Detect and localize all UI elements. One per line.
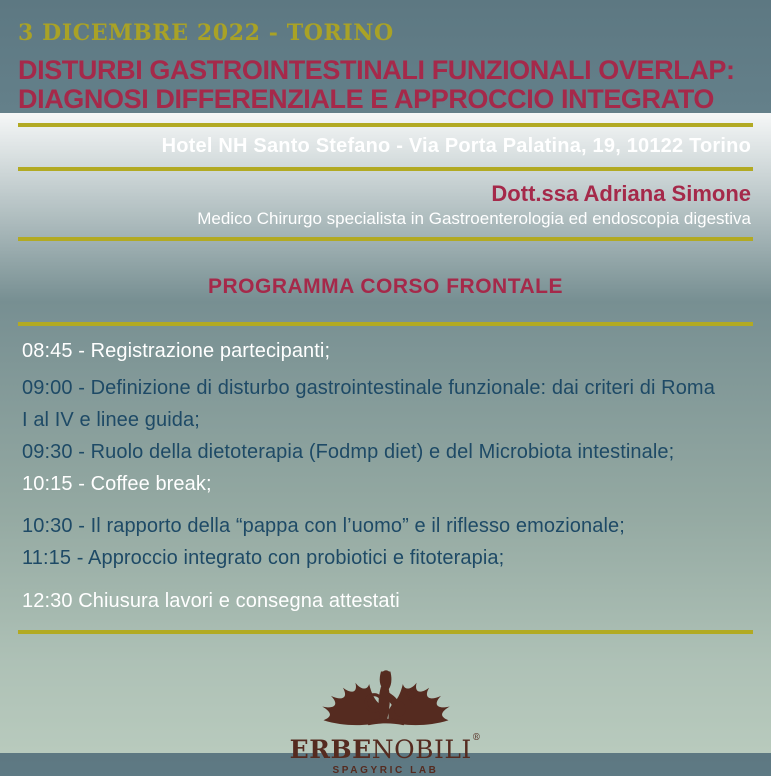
- program-schedule: [0, 326, 738, 617]
- program-heading: PROGRAMMA CORSO FRONTALE: [208, 275, 563, 299]
- divider-under-speaker: [18, 237, 753, 241]
- program-item: 08:45 - Registrazione partecipanti;: [22, 340, 331, 363]
- divider-above-footer: [18, 630, 753, 634]
- brand-name-secondary: NOBILI: [371, 735, 472, 765]
- program-item: 11:15 - Approccio integrato con probiotici e fitoterapia;: [22, 547, 505, 570]
- brand-tagline: SPAGYRIC LAB: [332, 765, 439, 776]
- event-title: [0, 56, 771, 123]
- venue-address: Hotel NH Santo Stefano - Via Porta Palatina, 19, 10122 Torino: [161, 134, 751, 157]
- speaker-block: [0, 171, 771, 237]
- event-title-line-2: DIAGNOSI DIFFERENZIALE E APPROCCIO INTEGRATO: [18, 83, 714, 114]
- brand-wordmark: [289, 733, 482, 765]
- brand-name-primary: ERBE: [289, 735, 372, 765]
- footer-brand: [0, 666, 771, 776]
- speaker-name: Dott.ssa Adriana Simone: [491, 180, 751, 206]
- event-title-line-1: DISTURBI GASTROINTESTINALI FUNZIONALI OVERLAP:: [18, 55, 735, 85]
- alchemist-with-flames-icon: [311, 666, 461, 732]
- program-item: 09:30 - Ruolo della dietoterapia (Fodmp diet) e del Microbiota intestinale;: [22, 441, 675, 464]
- event-date-location: 3 DICEMBRE 2022 - TORINO: [18, 20, 394, 46]
- program-item: 10:30 - Il rapporto della “pappa con l’uomo” e il riflesso emozionale;: [22, 515, 625, 538]
- program-item: 12:30 Chiusura lavori e consegna attestati: [22, 590, 400, 613]
- speaker-qualification: Medico Chirurgo specialista in Gastroenterologia ed endoscopia digestiva: [197, 209, 751, 229]
- registered-trademark-icon: ®: [471, 733, 482, 744]
- program-item: 09:00 - Definizione di disturbo gastrointestinale funzionale: dai criteri di Roma I al IV e linee guida;: [22, 377, 715, 432]
- program-item: 10:15 - Coffee break;: [22, 473, 212, 496]
